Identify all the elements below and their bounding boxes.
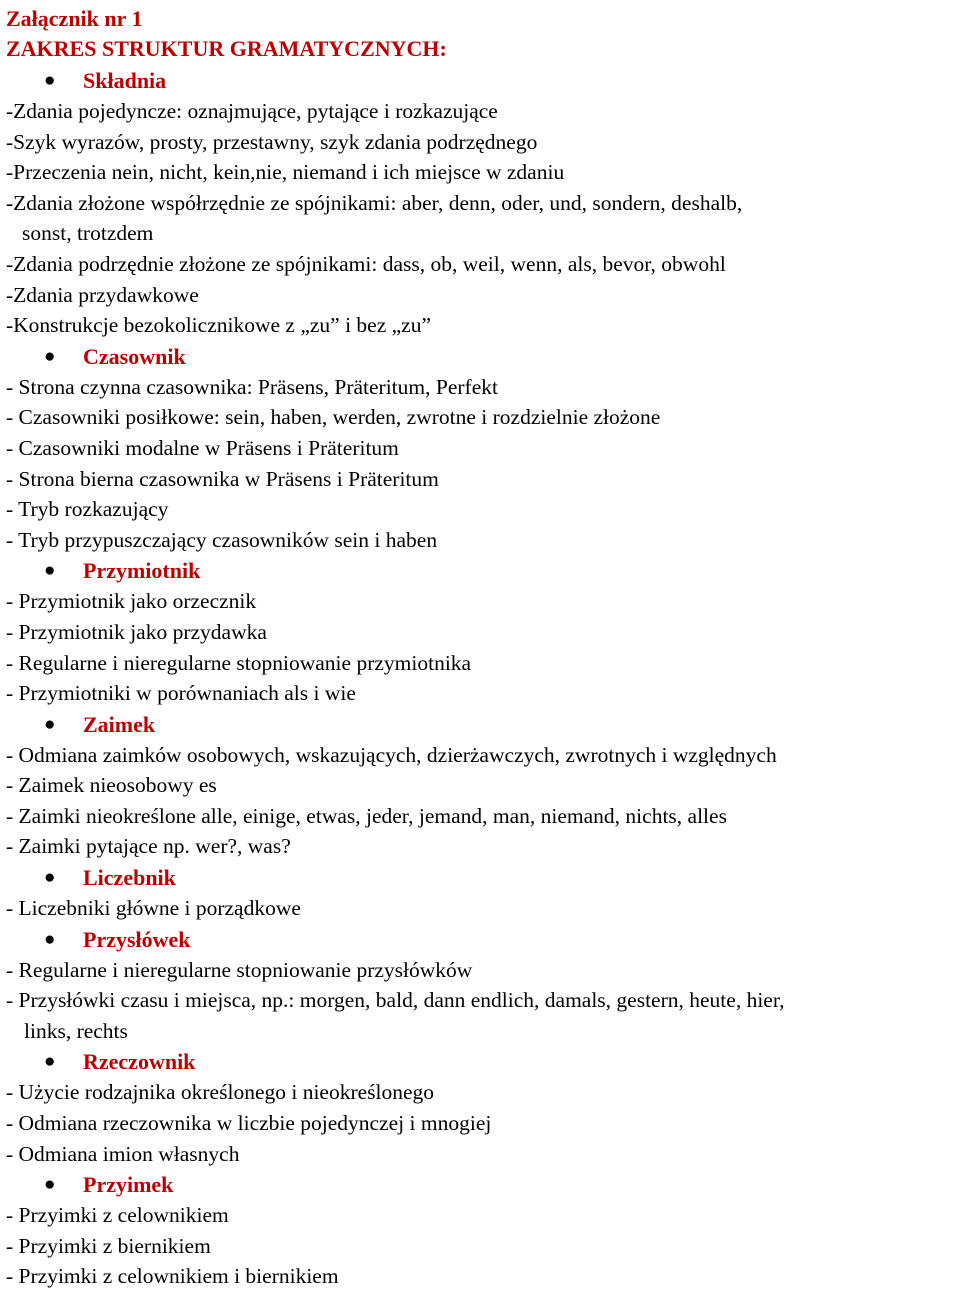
list-item: - Odmiana rzeczownika w liczbie pojedynczej i mnogiej — [6, 1111, 492, 1136]
list-item: -Konstrukcje bezokolicznikowe z „zu” i bez „zu” — [6, 313, 432, 338]
bullet-icon: ● — [44, 867, 56, 889]
list-item: - Strona czynna czasownika: Präsens, Präteritum, Perfekt — [6, 374, 498, 399]
list-item-continuation: sonst, trotzdem — [22, 221, 154, 246]
list-item: - Zaimek nieosobowy es — [6, 773, 217, 798]
section-heading-label: Liczebnik — [83, 865, 176, 891]
section-heading-label: Rzeczownik — [83, 1049, 196, 1075]
list-item: - Strona bierna czasownika w Präsens i Präteritum — [6, 466, 439, 491]
list-item: - Przymiotniki w porównaniach als i wie — [6, 681, 356, 706]
list-item: - Przymiotnik jako orzecznik — [6, 589, 257, 614]
section-heading-przymiotnik — [6, 555, 960, 586]
list-item: - Zaimki pytające np. wer?, was? — [6, 834, 291, 859]
section-heading-przyslowek — [6, 924, 960, 955]
document-title: ZAKRES STRUKTUR GRAMATYCZNYCH: — [6, 36, 447, 61]
list-item: - Czasowniki modalne w Präsens i Präteritum — [6, 435, 399, 460]
bullet-icon: ● — [44, 1174, 56, 1196]
list-item-continuation: links, rechts — [24, 1018, 128, 1043]
bullet-icon: ● — [44, 70, 56, 91]
list-item: -Szyk wyrazów, prosty, przestawny, szyk zdania podrzędnego — [6, 129, 538, 154]
section-heading-label: Przyimek — [83, 1172, 174, 1198]
section-heading-czasownik — [6, 341, 960, 372]
section-heading-zaimek — [6, 709, 960, 740]
section-heading-label: Przysłówek — [83, 926, 191, 952]
bullet-icon: ● — [44, 345, 56, 367]
list-item: -Zdania złożone współrzędnie ze spójnikami: aber, denn, oder, und, sondern, deshalb, — [6, 190, 743, 215]
list-item: - Zaimki nieokreślone alle, einige, etwas, jeder, jemand, man, niemand, nichts, alles — [6, 803, 727, 828]
list-item: - Liczebniki główne i porządkowe — [6, 896, 301, 921]
section-heading-liczebnik — [6, 862, 960, 893]
attachment-label: Załącznik nr 1 — [6, 6, 143, 31]
list-item: - Przymiotnik jako przydawka — [6, 619, 267, 644]
section-heading-rzeczownik — [6, 1046, 960, 1077]
list-item: -Zdania przydawkowe — [6, 282, 199, 307]
list-item: - Przyimki z celownikiem — [6, 1203, 229, 1228]
bullet-icon: ● — [44, 928, 56, 950]
section-heading-skladnia — [6, 65, 960, 96]
list-item: -Przeczenia nein, nicht, kein,nie, niemand i ich miejsce w zdaniu — [6, 160, 565, 185]
list-item: -Zdania pojedyncze: oznajmujące, pytające i rozkazujące — [6, 99, 498, 123]
section-heading-label: Zaimek — [83, 711, 156, 737]
list-item: - Czasowniki posiłkowe: sein, haben, werden, zwrotne i rozdzielnie złożone — [6, 405, 661, 430]
list-item: - Odmiana imion własnych — [6, 1141, 240, 1166]
bullet-icon: ● — [44, 560, 56, 582]
list-item: - Przyimki z biernikiem — [6, 1233, 211, 1258]
bullet-icon: ● — [44, 1051, 56, 1073]
list-item: - Tryb rozkazujący — [6, 497, 169, 522]
list-item: - Tryb przypuszczający czasowników sein i haben — [6, 527, 438, 552]
section-heading-label: Czasownik — [83, 343, 186, 369]
section-heading-przyimek — [6, 1169, 960, 1200]
section-heading-label: Przymiotnik — [83, 558, 201, 584]
list-item: -Zdania podrzędnie złożone ze spójnikami: dass, ob, weil, wenn, als, bevor, obwohl — [6, 251, 726, 276]
list-item: - Przysłówki czasu i miejsca, np.: morgen, bald, dann endlich, damals, gestern, heute, hier, — [6, 988, 785, 1013]
section-heading-label: Składnia — [83, 68, 167, 93]
list-item: - Przyimki z celownikiem i biernikiem — [6, 1264, 339, 1289]
list-item: - Regularne i nieregularne stopniowanie przysłówków — [6, 957, 473, 982]
list-item: - Użycie rodzajnika określonego i nieokreślonego — [6, 1080, 435, 1105]
bullet-icon: ● — [44, 713, 56, 735]
list-item: - Regularne i nieregularne stopniowanie przymiotnika — [6, 650, 472, 675]
list-item: - Odmiana zaimków osobowych, wskazujących, dzierżawczych, zwrotnych i względnych — [6, 742, 777, 767]
